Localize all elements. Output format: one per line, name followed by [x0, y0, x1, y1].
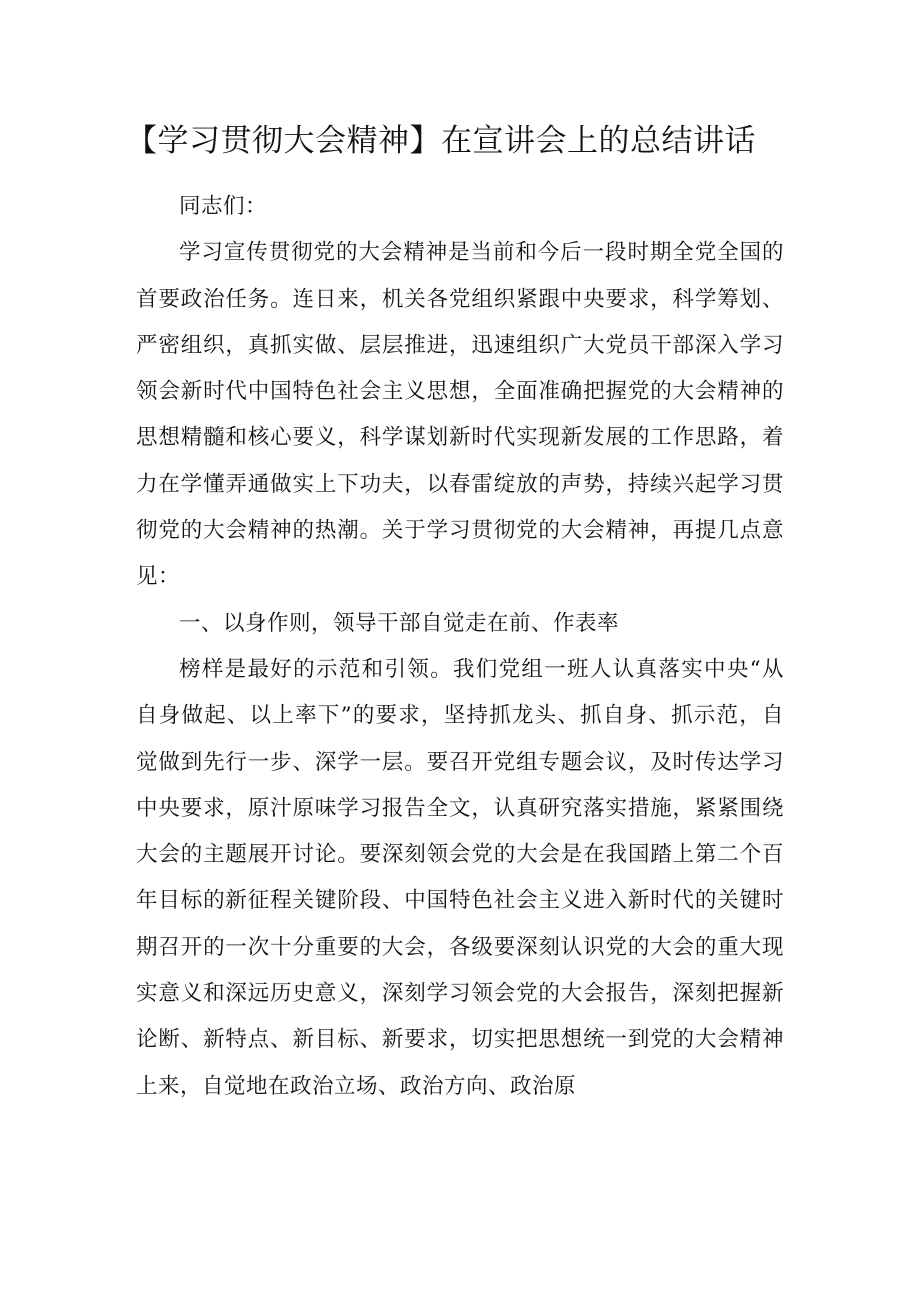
paragraph-intro: 学习宣传贯彻党的大会精神是当前和今后一段时期全党全国的首要政治任务。连日来，机关各党组织紧跟中央要求，科学筹划、严密组织，真抓实做、层层推进，迅速组织广大党员干部深入学习领会新时代中国特色社会主义思想，全面准确把握党的大会精神的思想精髓和核心要义，科学谋划新时代实现新发展的工作思路，着力在学懂弄通做实上下功夫，以春雷绽放的声势，持续兴起学习贯彻党的大会精神的热潮。关于学习贯彻党的大会精神，再提几点意见： — [136, 240, 784, 590]
section-heading-1: 一、以身作则，领导干部自觉走在前、作表率 — [179, 610, 620, 636]
paragraph-section-1: 榜样是最好的示范和引领。我们党组一班人认真落实中央“从自身做起、以上率下”的要求，坚持抓龙头、抓自身、抓示范，自觉做到先行一步、深学一层。要召开党组专题会议，及时传达学习中央要求，原汁原味学习报告全文，认真研究落实措施，紧紧围绕大会的主题展开讨论。要深刻领会党的大会是在我国踏上第二个百年目标的新征程关键阶段、中国特色社会主义进入新时代的关键时期召开的一次十分重要的大会，各级要深刻认识党的大会的重大现实意义和深远历史意义，深刻学习领会党的大会报告，深刻把握新论断、新特点、新目标、新要求，切实把思想统一到党的大会精神上来，自觉地在政治立场、政治方向、政治原 — [136, 656, 784, 1099]
salutation: 同志们： — [179, 194, 268, 219]
document-title: 【学习贯彻大会精神】在宣讲会上的总结讲话 — [126, 123, 756, 159]
